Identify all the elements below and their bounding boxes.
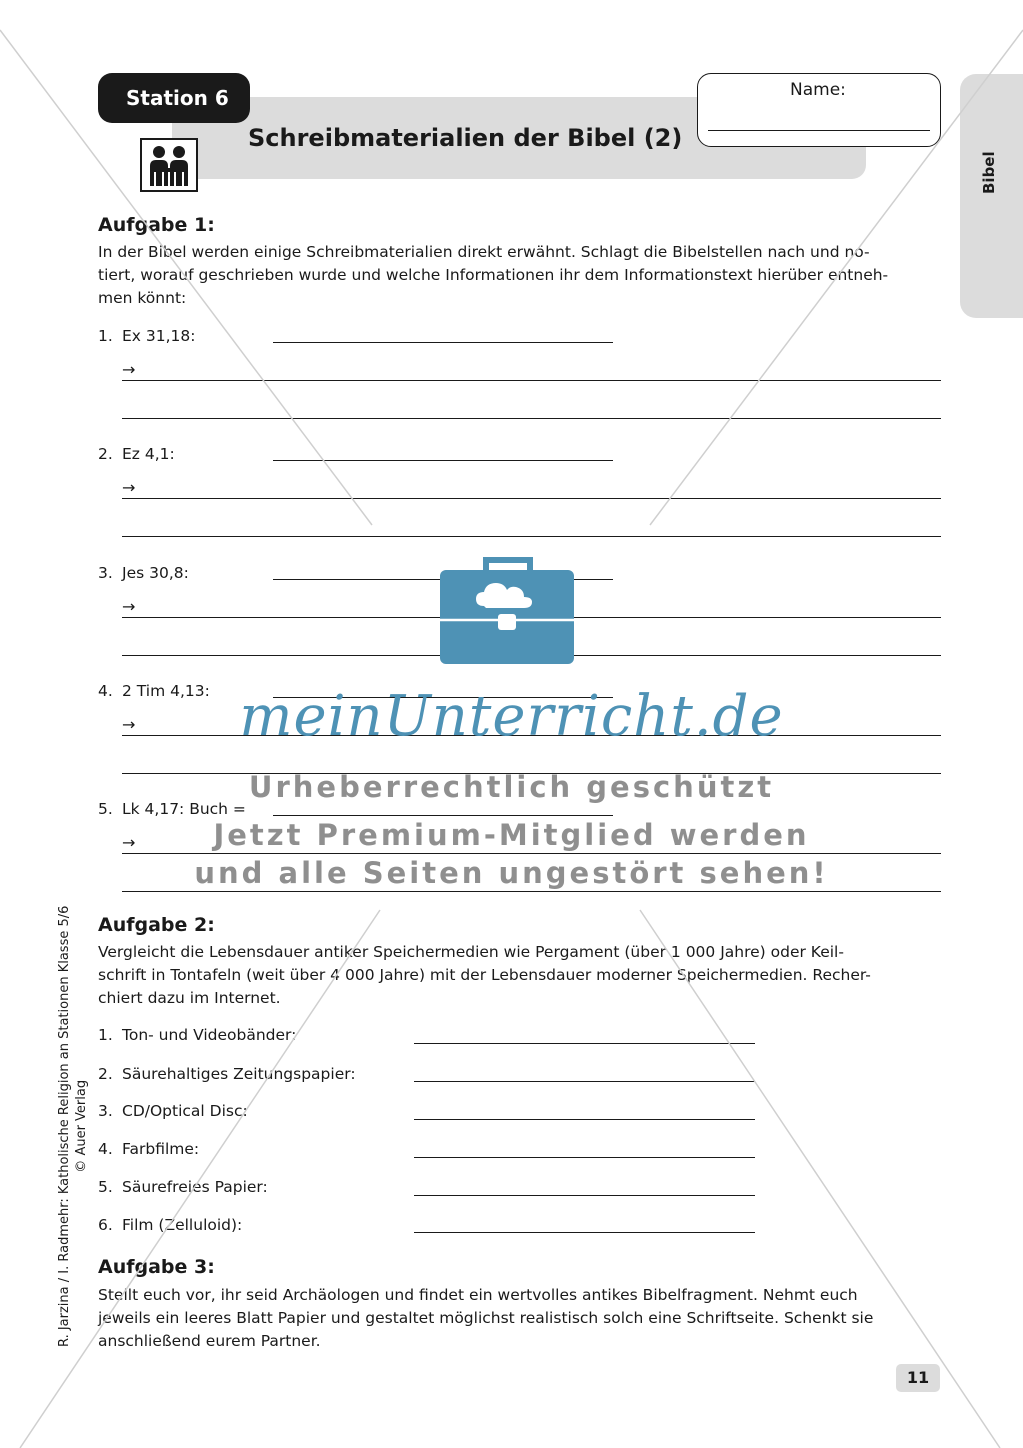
credit-line: R. Jarzina / I. Radmehr: Katholische Religion an Stationen Klasse 5/6 [57, 905, 72, 1347]
watermark-brand: meinUnterricht.de [239, 684, 784, 749]
answer-line[interactable] [122, 498, 941, 499]
answer-line[interactable] [414, 1195, 755, 1196]
arrow-icon: → [122, 715, 136, 734]
task1-item-number: 4. [98, 682, 113, 700]
name-label: Name: [790, 80, 846, 100]
watermark-line: und alle Seiten ungestört sehen! [194, 856, 829, 890]
task1-item-number: 3. [98, 564, 113, 582]
task1-intro-line: In der Bibel werden einige Schreibmaterialien direkt erwähnt. Schlagt die Bibelstellen nach und no- [98, 243, 870, 261]
name-field[interactable] [697, 73, 941, 147]
answer-line[interactable] [122, 380, 941, 381]
answer-line[interactable] [414, 1157, 755, 1158]
answer-line[interactable] [122, 891, 941, 892]
task3-intro [98, 1284, 943, 1353]
task2-item-label: Farbfilme: [122, 1140, 200, 1158]
task2-item-label: Säurehaltiges Zeitungspapier: [122, 1065, 356, 1083]
task3-heading: Aufgabe 3: [98, 1256, 215, 1278]
task1-item-number: 2. [98, 445, 113, 463]
answer-line[interactable] [273, 815, 613, 816]
task1-intro [98, 241, 943, 310]
answer-line[interactable] [414, 1043, 755, 1044]
task2-heading: Aufgabe 2: [98, 914, 215, 936]
arrow-icon: → [122, 597, 136, 616]
answer-line[interactable] [273, 342, 613, 343]
credit-line: © Auer Verlag [74, 1079, 89, 1173]
task3-intro-line: Stellt euch vor, ihr seid Archäologen und findet ein wertvolles antikes Bibelfragment. Nehmt euch [98, 1286, 858, 1304]
page-number: 11 [896, 1364, 940, 1392]
arrow-icon: → [122, 478, 136, 497]
task1-item-number: 5. [98, 800, 113, 818]
task1-item-number: 1. [98, 327, 113, 345]
task1-intro-line: tiert, worauf geschrieben wurde und welche Informationen ihr dem Informationstext hierüber entneh- [98, 266, 889, 284]
task2-intro-line: schrift in Tontafeln (weit über 4 000 Jahre) mit der Lebensdauer moderner Speichermedien. Recher- [98, 966, 871, 984]
answer-line[interactable] [122, 853, 941, 854]
task2-item-number: 6. [98, 1216, 113, 1234]
station-badge: Station 6 [98, 73, 250, 123]
task2-item-number: 4. [98, 1140, 113, 1158]
task2-item-number: 5. [98, 1178, 113, 1196]
briefcase-cloud-icon [438, 556, 578, 670]
answer-line[interactable] [122, 536, 941, 537]
credit [56, 906, 90, 1347]
task2-item-label: Film (Zelluloid): [122, 1216, 243, 1234]
task1-item-label: Ex 31,18: [122, 327, 196, 345]
answer-line[interactable] [414, 1081, 755, 1082]
task2-item-number: 3. [98, 1102, 113, 1120]
task2-intro-line: chiert dazu im Internet. [98, 989, 281, 1007]
task1-item-label: Lk 4,17: Buch = [122, 800, 246, 818]
task2-item-label: Säurefreies Papier: [122, 1178, 268, 1196]
task3-intro-line: jeweils ein leeres Blatt Papier und gestaltet möglichst realistisch solch eine Schriftseite. Schenkt sie [98, 1309, 874, 1327]
task2-intro [98, 941, 943, 1010]
watermark-line: Jetzt Premium-Mitglied werden [213, 818, 810, 852]
task2-item-label: Ton- und Videobänder: [122, 1026, 297, 1044]
answer-line[interactable] [273, 460, 613, 461]
page-title: Schreibmaterialien der Bibel (2) [248, 124, 683, 152]
answer-line[interactable] [414, 1119, 755, 1120]
task2-item-number: 1. [98, 1026, 113, 1044]
task1-intro-line: men könnt: [98, 289, 187, 307]
task1-heading: Aufgabe 1: [98, 214, 215, 236]
task2-item-label: CD/Optical Disc: [122, 1102, 248, 1120]
task3-intro-line: anschließend eurem Partner. [98, 1332, 321, 1350]
answer-line[interactable] [122, 418, 941, 419]
task2-intro-line: Vergleicht die Lebensdauer antiker Speichermedien wie Pergament (über 1 000 Jahre) oder Keil- [98, 943, 844, 961]
task1-item-label: 2 Tim 4,13: [122, 682, 210, 700]
side-tab-label: Bibel [980, 151, 998, 194]
partner-work-icon [140, 138, 198, 192]
side-tab [960, 74, 1023, 318]
arrow-icon: → [122, 833, 136, 852]
name-line [708, 130, 930, 131]
task2-item-number: 2. [98, 1065, 113, 1083]
answer-line[interactable] [414, 1232, 755, 1233]
arrow-icon: → [122, 360, 136, 379]
task1-item-label: Jes 30,8: [122, 564, 189, 582]
watermark-line: Urheberrechtlich geschützt [248, 770, 775, 804]
task1-item-label: Ez 4,1: [122, 445, 175, 463]
